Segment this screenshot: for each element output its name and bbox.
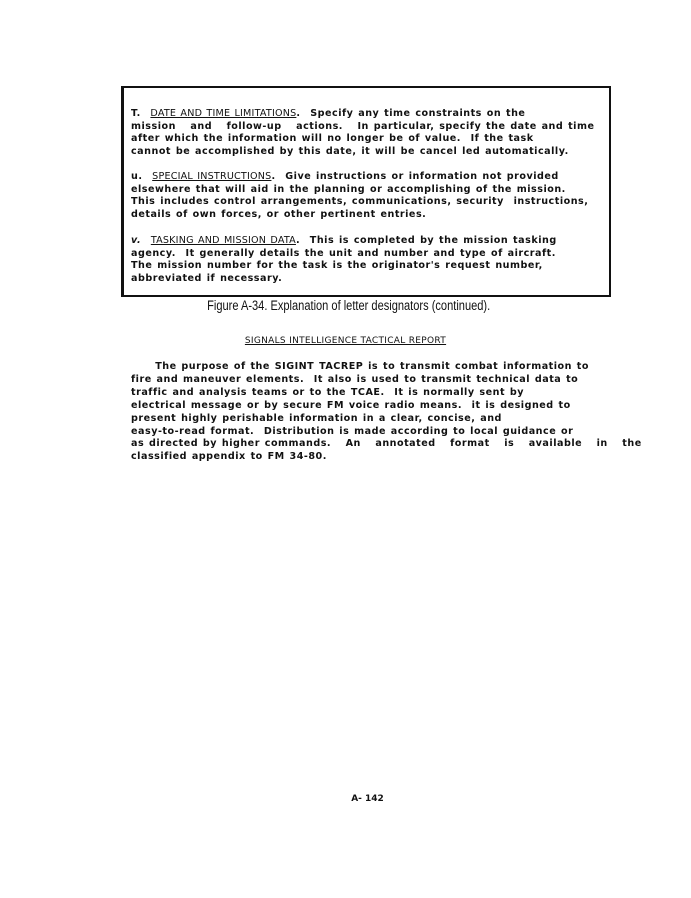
paragraph-line: traffic and analysis teams or to the TCAE. It is normally sent by xyxy=(131,386,525,398)
paragraph-line: fire and maneuver elements. It also is used to transmit technical data to xyxy=(131,373,579,385)
item-t-line-1: T. DATE AND TIME LIMITATIONS. Specify any time constraints on the xyxy=(131,108,526,119)
item-u-line-2: elsewhere that will aid in the planning or accomplishing of the mission. xyxy=(131,183,566,195)
item-t-line-3: after which the information will no longer be of value. If the task xyxy=(131,133,534,145)
paragraph-line: electrical message or by secure FM voice radio means. it is designed to xyxy=(131,399,571,411)
item-v-line-2: agency. It generally details the unit and number and type of aircraft. xyxy=(131,247,556,259)
item-u-line-4: details of own forces, or other pertinent entries. xyxy=(131,208,427,220)
item-v-line-4: abbreviated if necessary. xyxy=(131,272,283,284)
paragraph-line: as directed by higher commands. An annotated format is available in the xyxy=(131,438,642,450)
paragraph-line: The purpose of the SIGINT TACREP is to transmit combat information to xyxy=(131,361,589,372)
item-u-line-1: u. SPECIAL INSTRUCTIONS. Give instructions or information not provided xyxy=(131,171,559,182)
figure-caption: Figure A-34. Explanation of letter designators (continued). xyxy=(207,298,491,313)
item-t xyxy=(131,108,593,158)
paragraph-line: easy-to-read format. Distribution is made according to local guidance or xyxy=(131,425,574,437)
item-v xyxy=(131,235,593,285)
item-v-heading: TASKING AND MISSION DATA xyxy=(150,235,296,246)
item-v-line-3: The mission number for the task is the originator's request number, xyxy=(131,260,543,272)
item-u-heading: SPECIAL INSTRUCTIONS xyxy=(152,171,272,182)
item-t-line-2: mission and follow-up actions. In particular, specify the date and time xyxy=(131,120,595,132)
item-v-line-1: v. TASKING AND MISSION DATA. This is completed by the mission tasking xyxy=(131,235,557,246)
section-title: SIGNALS INTELLIGENCE TACTICAL REPORT xyxy=(244,336,447,346)
item-u-line-3: This includes control arrangements, communications, security instructions, xyxy=(131,196,589,208)
item-t-line-4: cannot be accomplished by this date, it will be cancel led automatically. xyxy=(131,145,569,157)
paragraph-line: present highly perishable information in a clear, concise, and xyxy=(131,412,502,424)
paragraph-line: classified appendix to FM 34-80. xyxy=(131,451,327,463)
item-u xyxy=(131,171,593,221)
body-paragraph xyxy=(131,361,642,464)
item-t-heading: DATE AND TIME LIMITATIONS xyxy=(150,108,297,119)
page-number: A- 142 xyxy=(351,794,384,804)
